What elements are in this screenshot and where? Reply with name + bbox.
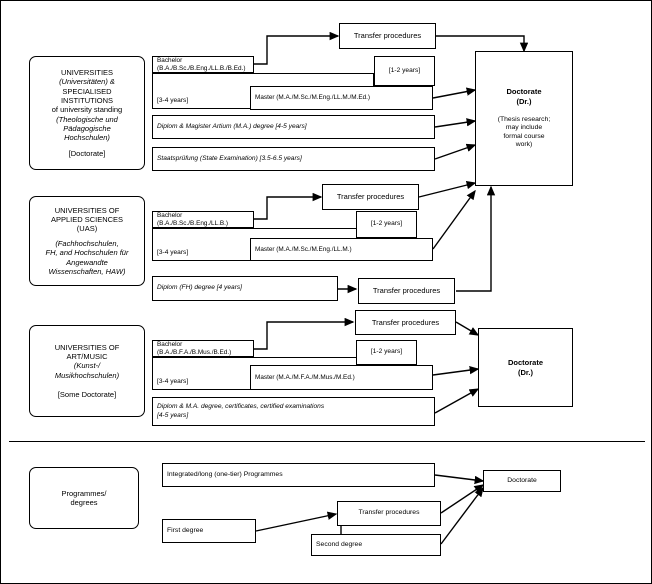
node-label: Doctorate [506, 87, 542, 97]
node-transfer-procedures-3 [358, 278, 455, 304]
section-label-line: SPECIALISED [62, 86, 112, 96]
node-doctorate-1 [475, 51, 573, 186]
node-label: Transfer procedures [358, 509, 420, 517]
node-label: Bachelor (B.A./B.Sc./B.Eng./LL.B./B.Ed.) [157, 56, 246, 72]
node-label: Master (M.A./M.Sc./M.Eng./LL.M./M.Ed.) [255, 94, 371, 101]
section-label-line: (Kunst-/ [73, 361, 101, 371]
node-label: (Thesis research; [497, 115, 551, 123]
node-art-gap-years [356, 340, 417, 365]
node-label: [3-4 years] [157, 377, 189, 385]
section-label-line: (Universitäten) & [59, 77, 115, 87]
node-label: Master (M.A./M.F.A./M.Mus./M.Ed.) [255, 373, 355, 381]
section-label-legend [29, 467, 139, 529]
node-label: [4-5 years] [157, 411, 189, 419]
section-label-line: APPLIED SCIENCES [50, 215, 124, 225]
node-art-master [250, 365, 433, 390]
node-label: Transfer procedures [353, 31, 422, 41]
node-label: [3-4 years] [157, 248, 189, 256]
node-label: Staatsprüfung (State Examination) [3.5-6.5 years] [157, 154, 302, 162]
section-label-line: ART/MUSIC [66, 351, 108, 361]
section-label-line: Musikhochschulen) [54, 370, 120, 380]
node-uni-staatspruefung [152, 147, 435, 171]
node-label: First degree [167, 526, 204, 534]
section-label-line: Angewandte [66, 257, 108, 267]
node-transfer-procedures-1 [339, 23, 436, 49]
node-art-bachelor [152, 340, 254, 357]
node-legend-integrated-programmes [162, 463, 435, 487]
section-label-line: [Some Doctorate] [57, 390, 117, 400]
node-label: Bachelor (B.A./B.Sc./B.Eng./LL.B.) [157, 211, 229, 227]
node-label: (Dr.) [516, 96, 532, 106]
node-legend-second-degree [311, 534, 441, 556]
section-label-art-music [29, 325, 145, 417]
section-label-line: UNIVERSITIES [60, 67, 114, 77]
section-label-line: Hochschulen) [64, 133, 110, 143]
section-label-universities [29, 56, 145, 170]
section-label-line: degrees [70, 498, 98, 507]
node-label: Doctorate [507, 358, 543, 368]
node-label: may include [505, 124, 543, 132]
node-transfer-procedures-4 [355, 310, 456, 335]
node-label: Diplom (FH) degree [4 years] [157, 284, 243, 292]
section-label-line: UNIVERSITIES OF [54, 205, 120, 215]
section-label-line: UNIVERSITIES OF [54, 342, 120, 352]
node-uni-gap-years [374, 56, 435, 86]
section-label-line: of university standing [51, 105, 123, 115]
node-label: [1-2 years] [370, 220, 403, 228]
node-label: formal course [503, 132, 545, 140]
section-label-line: (UAS) [76, 224, 98, 234]
node-uni-bachelor [152, 56, 254, 73]
node-label: [1-2 years] [388, 66, 421, 74]
node-label: Doctorate [507, 476, 537, 484]
section-label-line: (Fachhochschulen, [55, 238, 119, 248]
node-doctorate-2 [478, 328, 573, 407]
node-label: Transfer procedures [372, 286, 441, 296]
section-label-line: INSTITUTIONS [60, 95, 114, 105]
section-label-line: [Doctorate] [68, 148, 106, 158]
node-label: Integrated/long (one-tier) Programmes [167, 470, 283, 478]
node-label: Transfer procedures [371, 317, 440, 327]
node-label: [1-2 years] [370, 348, 403, 356]
node-uas-master [250, 238, 433, 261]
section-label-line: (Theologische und [56, 114, 118, 124]
node-legend-doctorate [483, 470, 561, 492]
node-uas-diplom [152, 276, 338, 301]
node-label: Diplom & Magister Artium (M.A.) degree [4-5 years] [157, 122, 307, 130]
node-uni-master [250, 86, 433, 110]
section-label-line: Programmes/ [61, 488, 107, 498]
node-label: Bachelor (B.A./B.F.A./B.Mus./B.Ed.) [157, 340, 232, 356]
node-art-diplom [152, 397, 435, 426]
node-label: (Dr.) [518, 367, 533, 377]
node-label: Master (M.A./M.Sc./M.Eng./LL.M.) [255, 245, 352, 253]
node-uas-gap-years [356, 211, 417, 238]
node-transfer-procedures-2 [322, 184, 419, 210]
section-label-line: Pädagogische [63, 124, 111, 134]
section-label-line: Wissenschaften, HAW) [48, 266, 126, 276]
section-label-line: FH, and Hochschulen für [45, 248, 129, 258]
node-uni-diplom-magister [152, 115, 435, 139]
node-label: Transfer procedures [336, 192, 405, 202]
section-label-uas [29, 196, 145, 286]
node-label: work) [515, 141, 533, 149]
section-divider [9, 441, 645, 442]
node-label: [3-4 years] [157, 96, 189, 104]
node-legend-first-degree [162, 519, 256, 543]
node-label: Second degree [316, 540, 363, 548]
node-transfer-procedures-5 [337, 501, 441, 526]
node-uas-bachelor [152, 211, 254, 228]
node-label: Diplom & M.A. degree, certificates, certified examinations [157, 403, 325, 411]
